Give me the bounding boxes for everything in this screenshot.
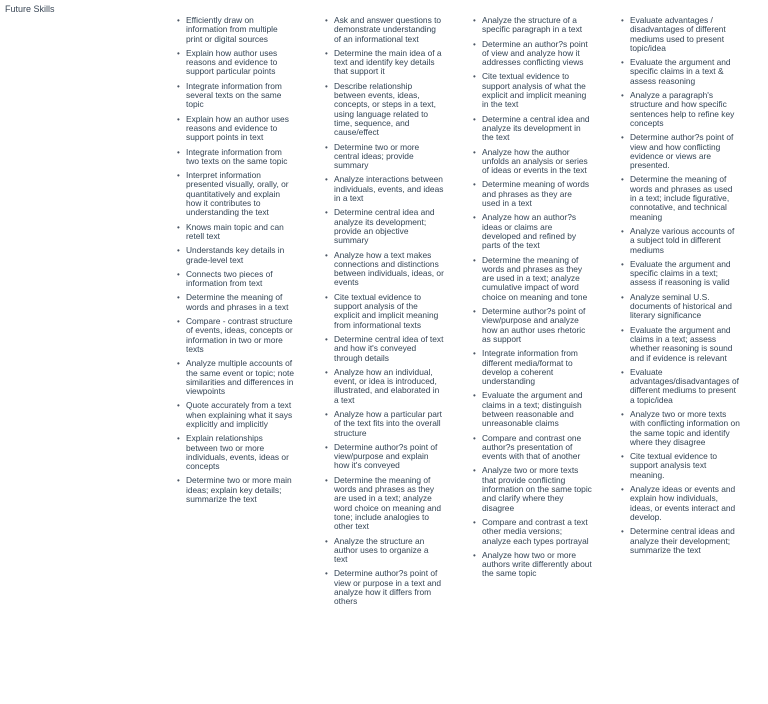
bullet-icon: • [473, 147, 476, 157]
bullet-icon: • [325, 409, 328, 419]
skill-item [176, 359, 296, 396]
skill-text: Determine central idea and analyze its development; provide an objective summary [334, 207, 435, 246]
skill-item [176, 476, 296, 504]
skill-text: Determine a central idea and analyze its development in the text [482, 113, 590, 143]
skill-item [324, 16, 444, 44]
skill-item [176, 148, 296, 167]
bullet-icon: • [621, 485, 624, 495]
bullet-icon: • [325, 367, 328, 377]
skill-item [176, 82, 296, 110]
skill-text: Evaluate the argument and claims in a text; assess whether reasoning is sound and if evidence is relevant [630, 324, 733, 363]
skill-text: Compare and contrast one author?s presentation of events with that of another [482, 432, 582, 462]
skill-text: Explain how an author uses reasons and evidence to support points in text [186, 113, 289, 143]
skill-text: Analyze how two or more authors write differently about the same topic [482, 549, 592, 579]
skill-item [472, 72, 592, 109]
skill-text: Determine central ideas and analyze their development; summarize the text [630, 526, 735, 555]
bullet-icon: • [177, 269, 180, 279]
skill-item [472, 518, 592, 546]
bullet-icon: • [325, 208, 328, 218]
skill-item [472, 391, 592, 428]
skill-item [620, 260, 740, 288]
bullet-icon: • [473, 550, 476, 560]
bullet-icon: • [473, 16, 476, 25]
skill-text: Evaluate the argument and specific claims in a text; assess if reasoning is valid [630, 258, 731, 288]
bullet-icon: • [325, 569, 328, 579]
skill-item [176, 171, 296, 217]
skill-text: Efficiently draw on information from multiple print or digital sources [186, 15, 278, 44]
bullet-icon: • [621, 292, 624, 302]
skill-item [620, 485, 740, 522]
bullet-icon: • [177, 359, 180, 369]
skill-item [176, 49, 296, 77]
skill-text: Analyze ideas or events and explain how individuals, ideas, or events interact and develop. [630, 484, 736, 522]
bullet-icon: • [473, 307, 476, 317]
skill-text: Analyze how an author?s ideas or claims are developed and refined by parts of the text [482, 212, 577, 251]
skill-item [620, 175, 740, 221]
bullet-icon: • [325, 48, 328, 58]
bullet-icon: • [621, 58, 624, 68]
skill-item [176, 16, 296, 44]
skill-item [176, 223, 296, 242]
bullet-icon: • [621, 527, 624, 537]
skill-item [472, 180, 592, 208]
skill-item [472, 349, 592, 386]
skill-item [472, 434, 592, 462]
skill-item [176, 270, 296, 289]
skill-text: Determine an author?s point of view and analyze how it addresses conflicting views [482, 38, 588, 68]
skill-item [324, 49, 444, 77]
skill-text: Evaluate the argument and specific claims in a text & assess reasoning [630, 57, 731, 86]
bullet-icon: • [177, 476, 180, 486]
skill-item [324, 82, 444, 138]
bullet-icon: • [177, 246, 180, 256]
bullet-icon: • [177, 81, 180, 91]
skill-item [620, 326, 740, 363]
skill-item [324, 476, 444, 532]
skill-text: Determine author?s point of view and how conflicting evidence or views are presented. [630, 132, 734, 171]
skill-text: Cite textual evidence to support analysis of what the explicit and implicit meaning in the text [482, 71, 587, 110]
skill-text: Interpret information presented visually, orally, or quantitatively and explain how it contributes to understanding the text [186, 170, 289, 218]
skill-item [620, 58, 740, 86]
skill-text: Determine the meaning of words and phrases as they are used in a text; analyze cumulative impact of word choice on meaning and tone [482, 254, 588, 302]
skill-text: Determine two or more central ideas; provide summary [334, 141, 420, 171]
bullet-icon: • [177, 16, 180, 25]
bullet-icon: • [325, 142, 328, 152]
skill-text: Analyze seminal U.S. documents of historical and literary significance [630, 291, 732, 321]
skill-item [176, 401, 296, 429]
skill-text: Analyze multiple accounts of the same event or topic; note similarities and differences in viewpoints [186, 358, 295, 397]
bullet-icon: • [177, 401, 180, 411]
skill-item [472, 148, 592, 176]
skill-text: Integrate information from two texts on the same topic [186, 146, 288, 166]
bullet-icon: • [621, 259, 624, 269]
skill-text: Determine the main idea of a text and identify key details that support it [334, 47, 442, 77]
skill-text: Determine central idea of text and how it's conveyed through details [334, 333, 444, 363]
bullet-icon: • [473, 39, 476, 49]
bullet-icon: • [177, 293, 180, 303]
bullet-icon: • [325, 292, 328, 302]
skill-item [324, 569, 444, 606]
bullet-icon: • [177, 171, 180, 181]
skill-text: Connects two pieces of information from text [186, 268, 273, 289]
skill-item [472, 551, 592, 579]
bullet-icon: • [325, 442, 328, 452]
skill-item [620, 368, 740, 405]
skill-text: Analyze interactions between individuals, events, and ideas in a text [334, 174, 444, 204]
bullet-icon: • [177, 147, 180, 157]
skill-text: Analyze how an individual, event, or idea is introduced, illustrated, and elaborated in a text [334, 366, 440, 405]
skill-item [324, 335, 444, 363]
skill-item [324, 175, 444, 203]
skills-column-4 [620, 16, 740, 560]
bullet-icon: • [325, 16, 328, 25]
skill-text: Evaluate advantages/disadvantages of different mediums to present a topic/idea [630, 366, 739, 405]
skill-item [176, 246, 296, 265]
skill-item [176, 434, 296, 471]
skill-item [324, 293, 444, 330]
skill-text: Compare - contrast structure of events, ideas, concepts or information in two or more texts [186, 316, 293, 354]
skill-item [324, 443, 444, 471]
bullet-icon: • [325, 475, 328, 485]
skill-item [324, 143, 444, 171]
skills-column-1 [176, 16, 296, 509]
skill-text: Determine author?s point of view/purpose and explain how it's conveyed [334, 441, 438, 471]
skill-text: Analyze how a particular part of the text fits into the overall structure [334, 408, 442, 438]
skill-text: Knows main topic and can retell text [186, 221, 284, 241]
skill-text: Analyze two or more texts with conflicting information on the same topic and identify where they disagree [630, 408, 740, 447]
skill-item [324, 410, 444, 438]
skill-text: Integrate information from different media/format to develop a coherent understanding [482, 348, 578, 387]
bullet-icon: • [325, 334, 328, 344]
skill-item [472, 40, 592, 68]
bullet-icon: • [621, 91, 624, 101]
skill-item [620, 227, 740, 255]
skill-text: Analyze the structure an author uses to organize a text [334, 535, 429, 565]
skill-text: Cite textual evidence to support analysis text meaning. [630, 451, 718, 480]
skill-text: Explain how author uses reasons and evidence to support particular points [186, 47, 278, 77]
bullet-icon: • [473, 114, 476, 124]
skills-column-3 [472, 16, 592, 584]
bullet-icon: • [621, 452, 624, 462]
bullet-icon: • [473, 517, 476, 527]
bullet-icon: • [621, 16, 624, 25]
skill-text: Determine author?s point of view/purpose and analyze how an author uses rhetoric as support [482, 306, 586, 344]
bullet-icon: • [325, 250, 328, 260]
bullet-icon: • [177, 222, 180, 232]
skill-item [324, 208, 444, 245]
skill-text: Evaluate advantages / disadvantages of different mediums used to present topic/idea [630, 15, 726, 53]
skill-text: Explain relationships between two or more individuals, events, ideas or concepts [186, 433, 289, 472]
skill-text: Analyze how the author unfolds an analysis or series of ideas or events in the text [482, 146, 588, 176]
skill-item [472, 466, 592, 512]
skill-text: Determine meaning of words and phrases as they are used in a text [482, 179, 590, 209]
skill-text: Analyze how a text makes connections and distinctions between individuals, ideas, or events [334, 249, 444, 288]
bullet-icon: • [473, 433, 476, 443]
bullet-icon: • [621, 226, 624, 236]
skill-item [620, 293, 740, 321]
bullet-icon: • [473, 180, 476, 190]
bullet-icon: • [621, 409, 624, 419]
skill-item [176, 293, 296, 312]
skill-item [472, 307, 592, 344]
skill-item [620, 91, 740, 128]
bullet-icon: • [621, 367, 624, 377]
skill-item [620, 452, 740, 480]
skill-item [620, 133, 740, 170]
skill-text: Determine two or more main ideas; explain key details; summarize the text [186, 475, 292, 505]
bullet-icon: • [177, 114, 180, 124]
bullet-icon: • [621, 325, 624, 335]
skill-text: Ask and answer questions to demonstrate understanding of an informational text [334, 15, 442, 44]
skill-item [620, 527, 740, 555]
skill-item [472, 115, 592, 143]
skill-text: Analyze two or more texts that provide conflicting information on the same topic and clarify where they disagree [482, 465, 592, 513]
skill-text: Integrate information from several texts on the same topic [186, 80, 282, 110]
skill-text: Analyze various accounts of a subject told in different mediums [630, 225, 735, 255]
bullet-icon: • [473, 349, 476, 359]
bullet-icon: • [621, 133, 624, 143]
page-title: Future Skills [5, 4, 55, 14]
skill-text: Evaluate the argument and claims in a text; distinguish between reasonable and unreasonable claims [482, 390, 583, 429]
skill-text: Quote accurately from a text when explaining what it says explicitly and implicitly [186, 400, 293, 429]
skill-item [176, 317, 296, 354]
skill-text: Describe relationship between events, ideas, concepts, or steps in a text, using language related to time, sequence, and cause/effect [334, 80, 436, 138]
skill-item [472, 256, 592, 302]
bullet-icon: • [473, 466, 476, 476]
bullet-icon: • [177, 48, 180, 58]
skill-text: Determine the meaning of words and phrases as used in a text; include figurative, connotative, and technical meaning [630, 174, 733, 222]
skill-text: Compare and contrast a text other media versions; analyze each types portrayal [482, 516, 589, 546]
bullet-icon: • [473, 255, 476, 265]
bullet-icon: • [325, 175, 328, 185]
bullet-icon: • [325, 536, 328, 546]
skill-item [472, 213, 592, 250]
skill-text: Determine the meaning of words and phrases in a text [186, 292, 289, 312]
bullet-icon: • [325, 81, 328, 91]
bullet-icon: • [473, 72, 476, 82]
bullet-icon: • [473, 213, 476, 223]
skill-item [472, 16, 592, 35]
skill-text: Analyze a paragraph's structure and how specific sentences help to refine key concepts [630, 90, 735, 128]
skills-column-2 [324, 16, 444, 612]
skill-item [324, 537, 444, 565]
skill-text: Analyze the structure of a specific paragraph in a text [482, 15, 583, 35]
skill-text: Determine author?s point of view or purpose in a text and analyze how it differs from others [334, 568, 442, 607]
skill-text: Determine the meaning of words and phrases as they are used in a text; analyze word choice on meaning and tone; include analogies to other text [334, 474, 442, 532]
skill-item [324, 368, 444, 405]
bullet-icon: • [177, 317, 180, 327]
skill-item [620, 410, 740, 447]
bullet-icon: • [473, 391, 476, 401]
skill-text: Cite textual evidence to support analysis of the explicit and implicit meaning from informational texts [334, 291, 439, 330]
bullet-icon: • [621, 175, 624, 185]
bullet-icon: • [177, 434, 180, 444]
skill-text: Understands key details in grade-level text [186, 245, 285, 265]
skill-item [620, 16, 740, 53]
skill-item [324, 251, 444, 288]
skill-item [176, 115, 296, 143]
